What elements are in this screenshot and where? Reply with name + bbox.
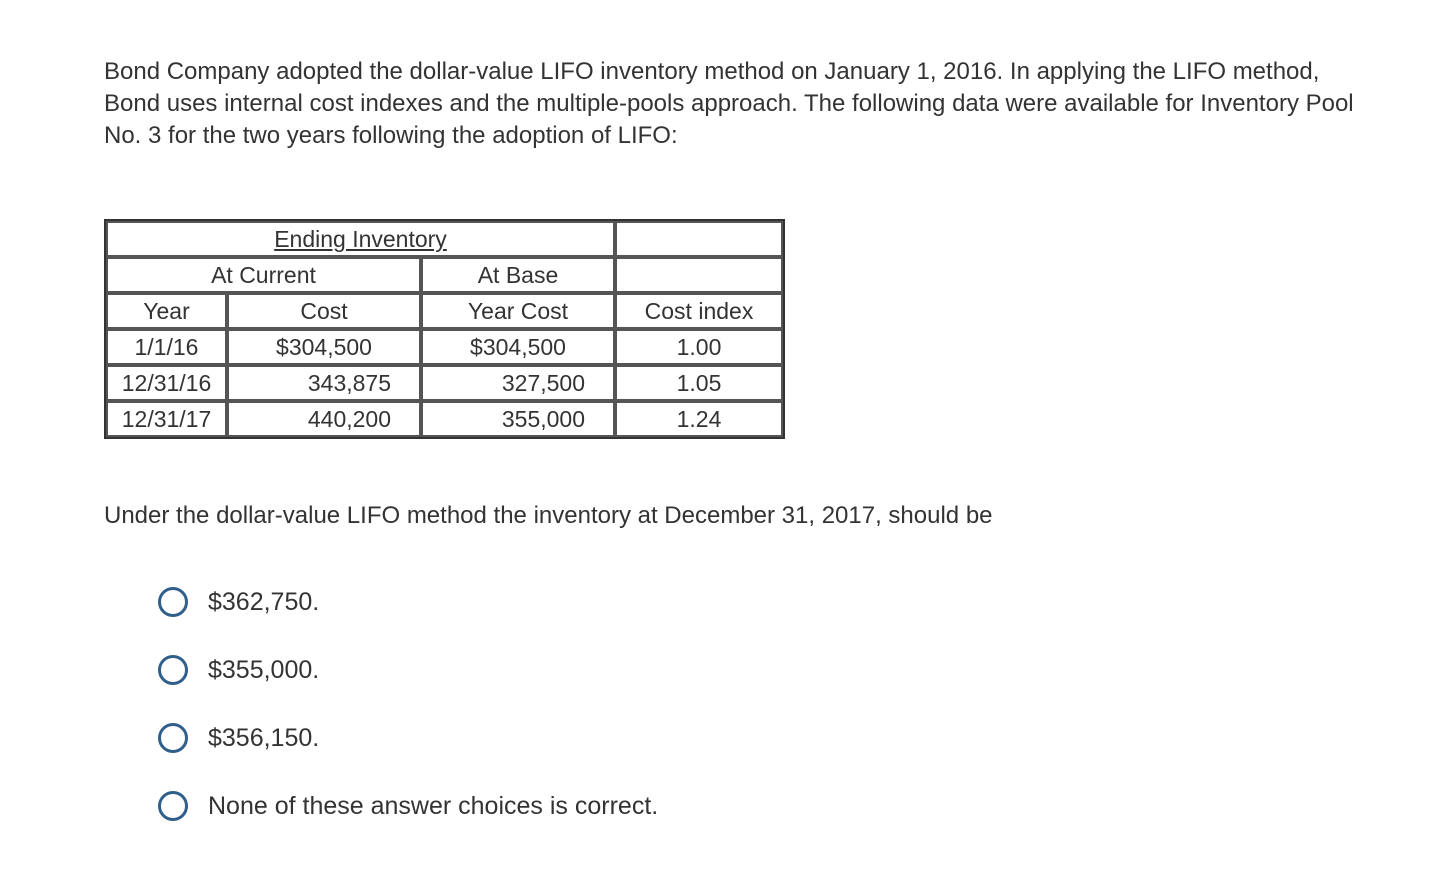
answer-option-label[interactable]: None of these answer choices is correct. xyxy=(208,792,659,820)
table-row xyxy=(106,329,783,365)
answer-option-label[interactable]: $356,150. xyxy=(208,724,320,752)
header-at-current: At Current xyxy=(106,257,421,293)
cell-base-cost: $304,500 xyxy=(421,329,615,365)
header-cost-index: Cost index xyxy=(615,293,783,329)
table-header-row-2 xyxy=(106,293,783,329)
inventory-table-container xyxy=(104,219,785,439)
question-prompt: Under the dollar-value LIFO method the inventory at December 31, 2017, should be xyxy=(104,502,993,529)
cell-current-cost: 343,875 xyxy=(227,365,421,401)
cell-year: 1/1/16 xyxy=(106,329,227,365)
cell-cost-index: 1.24 xyxy=(615,401,783,437)
cell-year: 12/31/16 xyxy=(106,365,227,401)
empty-header-cell-2 xyxy=(615,257,783,293)
question-intro: Bond Company adopted the dollar-value LIFO inventory method on January 1, 2016. In applying the LIFO method, Bond uses internal cost indexes and the multiple-pools approach. The following data were available for Inventory Pool No. 3 for the two years following the adoption of LIFO: xyxy=(104,58,1354,149)
header-at-base: At Base xyxy=(421,257,615,293)
table-row xyxy=(106,401,783,437)
inventory-table xyxy=(104,219,785,439)
group-header-ending-inventory: Ending Inventory xyxy=(274,226,447,252)
radio-button-icon[interactable] xyxy=(158,655,188,685)
cell-current-cost: 440,200 xyxy=(227,401,421,437)
cell-year: 12/31/17 xyxy=(106,401,227,437)
radio-button-icon[interactable] xyxy=(158,587,188,617)
answer-option-3[interactable] xyxy=(158,716,658,760)
header-cost: Cost xyxy=(227,293,421,329)
header-year: Year xyxy=(106,293,227,329)
answer-option-1[interactable] xyxy=(158,580,658,624)
cell-base-cost: 327,500 xyxy=(421,365,615,401)
table-row xyxy=(106,365,783,401)
answer-option-label[interactable]: $362,750. xyxy=(208,588,320,616)
cell-cost-index: 1.05 xyxy=(615,365,783,401)
radio-button-icon[interactable] xyxy=(158,723,188,753)
table-header-group-row xyxy=(106,221,783,257)
empty-header-cell xyxy=(615,221,783,257)
cell-base-cost: 355,000 xyxy=(421,401,615,437)
cell-current-cost: $304,500 xyxy=(227,329,421,365)
table-header-row-1 xyxy=(106,257,783,293)
group-header-cell xyxy=(106,221,615,257)
answer-option-2[interactable] xyxy=(158,648,658,692)
answer-options xyxy=(158,580,658,852)
answer-option-4[interactable] xyxy=(158,784,658,828)
radio-button-icon[interactable] xyxy=(158,791,188,821)
cell-cost-index: 1.00 xyxy=(615,329,783,365)
answer-option-label[interactable]: $355,000. xyxy=(208,656,320,684)
header-year-cost: Year Cost xyxy=(421,293,615,329)
